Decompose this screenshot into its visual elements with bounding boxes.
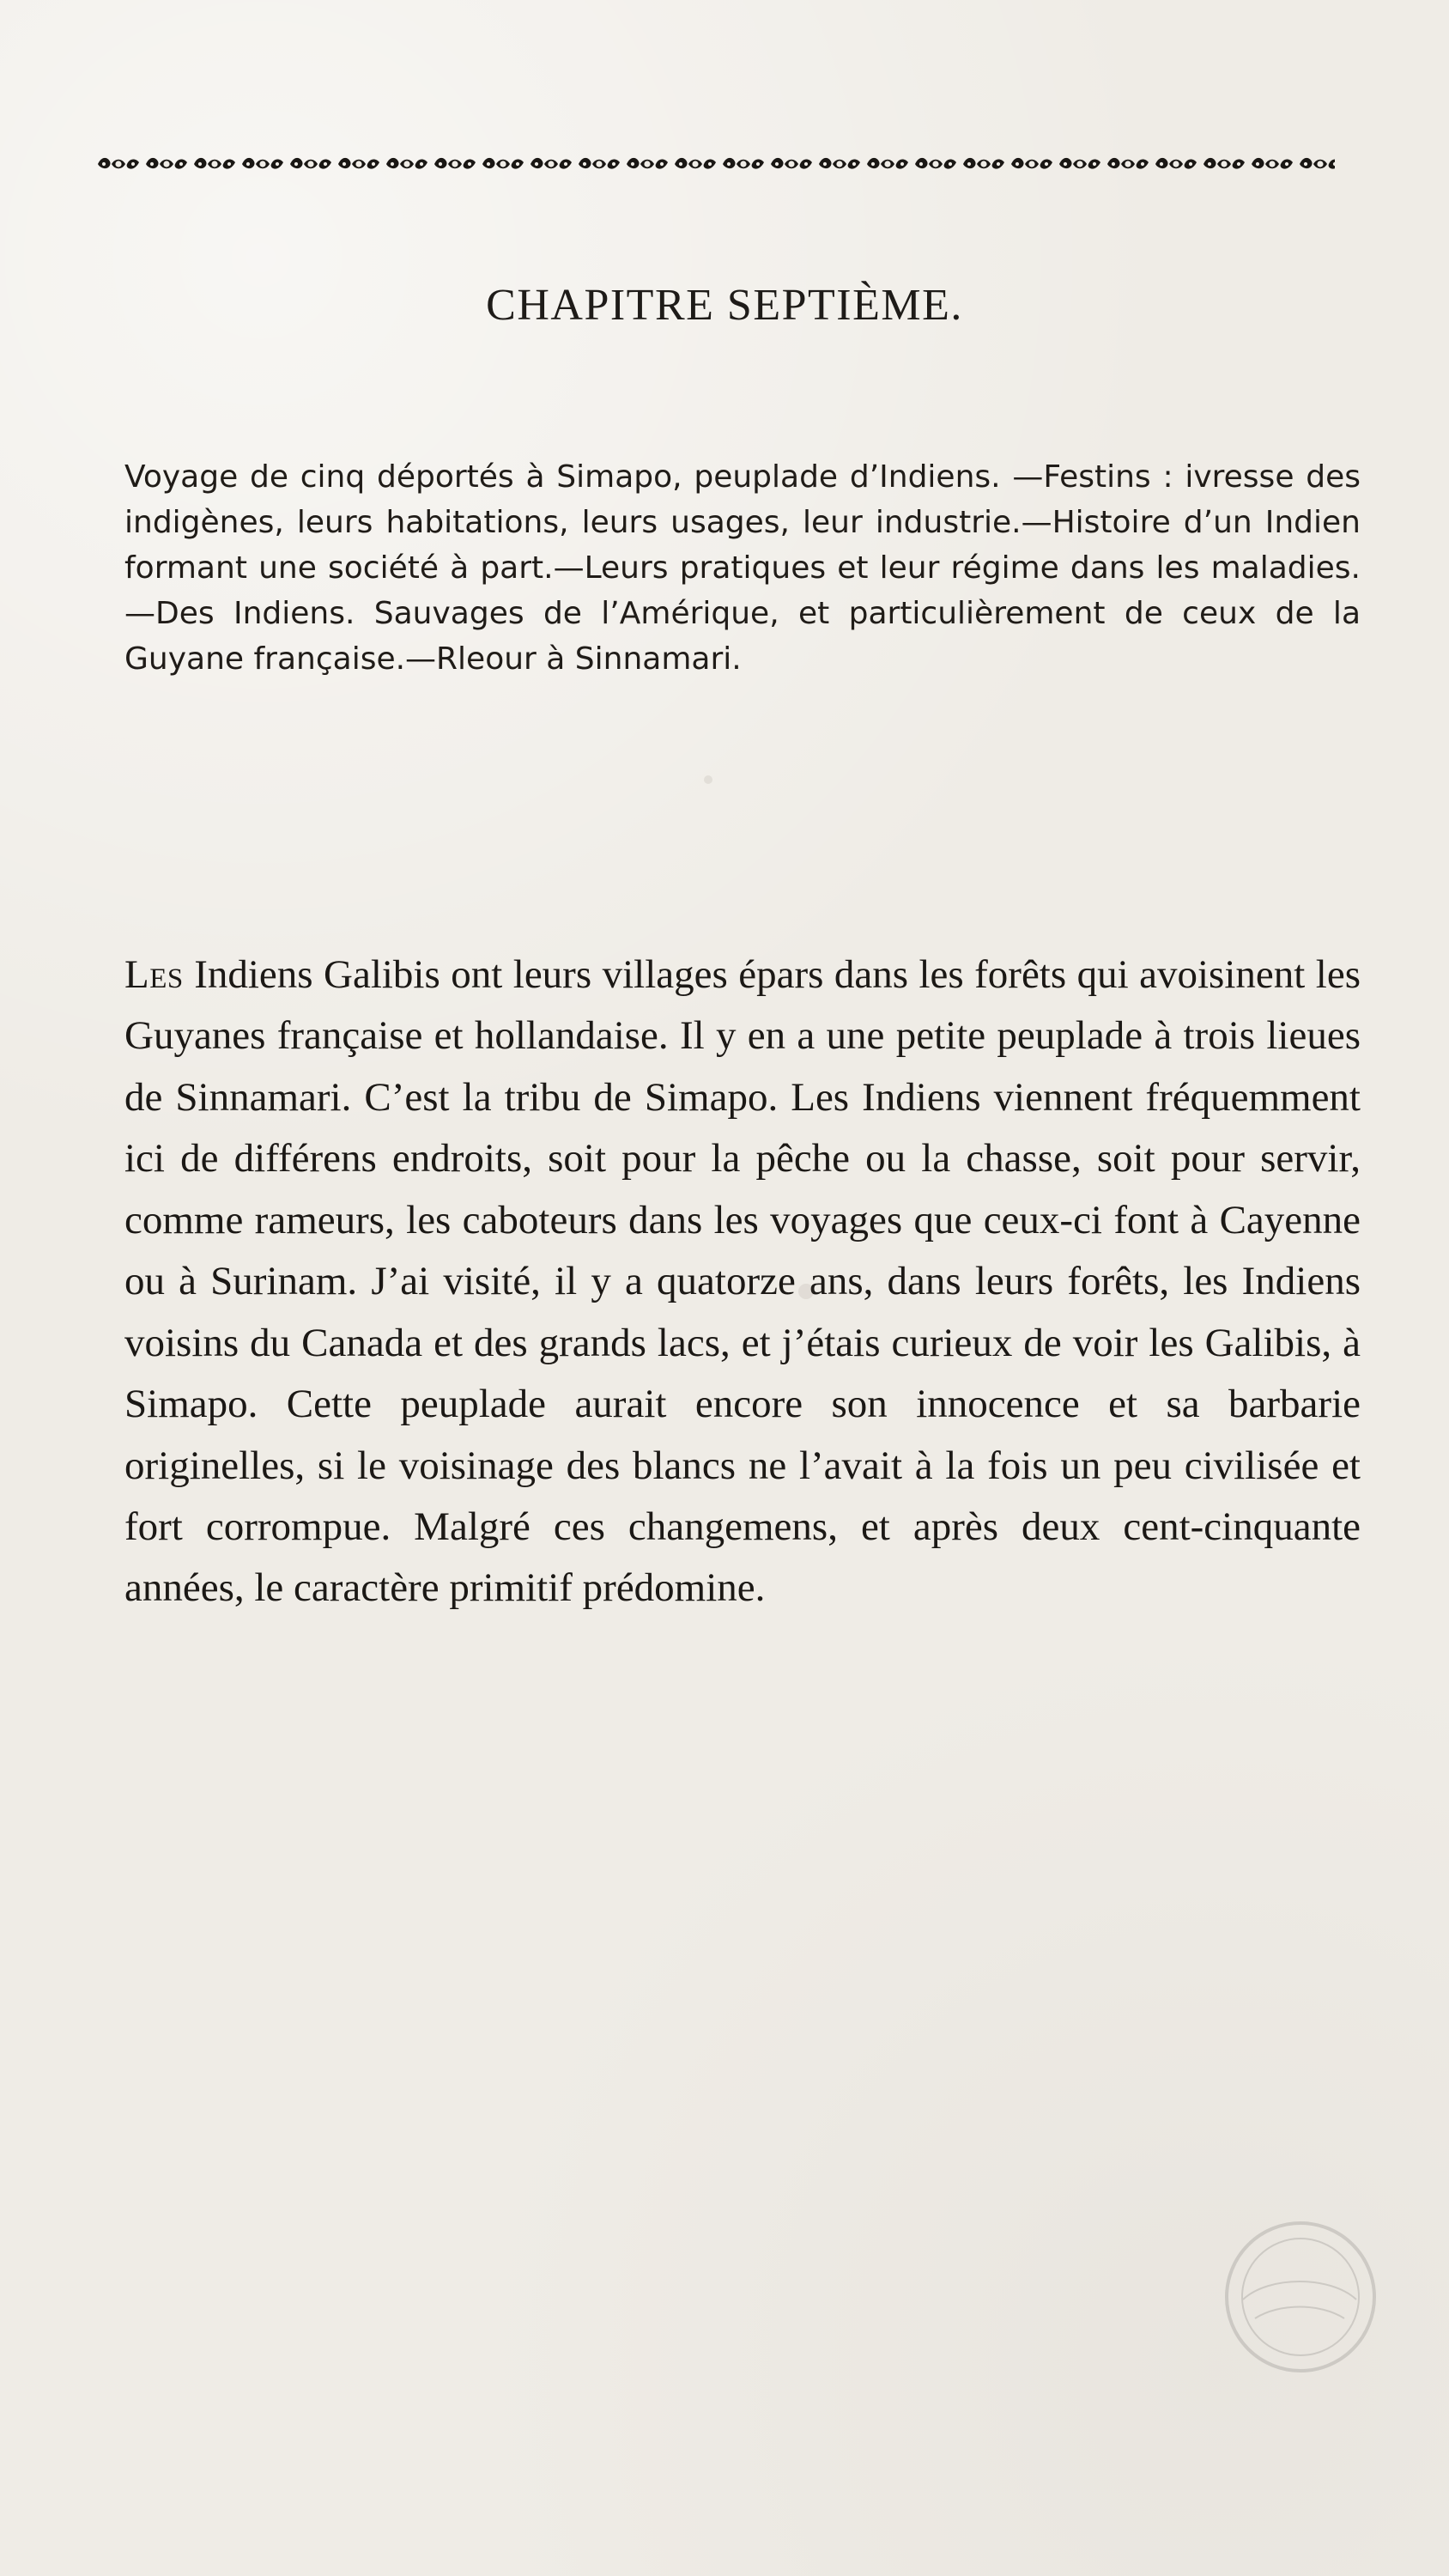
chapter-summary <box>124 455 1361 683</box>
chapter-title: CHAPITRE SEPTIÈME. <box>486 281 963 330</box>
opening-word: Les <box>124 952 184 997</box>
faint-library-stamp <box>1202 2198 1399 2396</box>
opening-paragraph-text: Indiens Galibis ont leurs villages épars dans les forêts qui avoisinent les Guyanes française et hollandaise. Il y en a une petite peuplade à trois lieues de Sinnamari. C’est la tribu de Simapo. Les Indiens viennent fréquemment ici de différens endroits, soit pour la pêche ou la chasse, soit pour servir, comme rameurs, les caboteurs dans les voyages que ceux-ci font à Cayenne ou à Surinam. J’ai visité, il y a quatorze ans, dans leurs forêts, les Indiens voisins du Canada et des grands lacs, et j’étais curieux de voir les Galibis, à Simapo. Cette peuplade aurait encore son innocence et sa barbarie originelles, si le voisinage des blancs ne l’avait à la fois un peu civilisée et fort corrompue. Malgré ces changemens, et après deux cent-cinquante années, le caractère primitif prédomine. <box>124 952 1361 1611</box>
opening-paragraph <box>124 945 1361 1619</box>
main-body-text <box>124 945 1361 1619</box>
decorative-ornament-band <box>94 151 1335 177</box>
paper-spot <box>704 775 712 784</box>
chapter-summary-text: Voyage de cinq déportés à Simapo, peuplade d’Indiens. —Festins : ivresse des indigènes, leurs habitations, leurs usages, leur industrie.—Histoire d’un Indien formant une société à part.—Leurs pratiques et leur régime dans les maladies.—Des Indiens. Sauvages de l’Amérique, et particulièrement de ceux de la Guyane française.—Rleour à Sinnamari. <box>124 459 1361 677</box>
paper-spot <box>798 1284 814 1299</box>
